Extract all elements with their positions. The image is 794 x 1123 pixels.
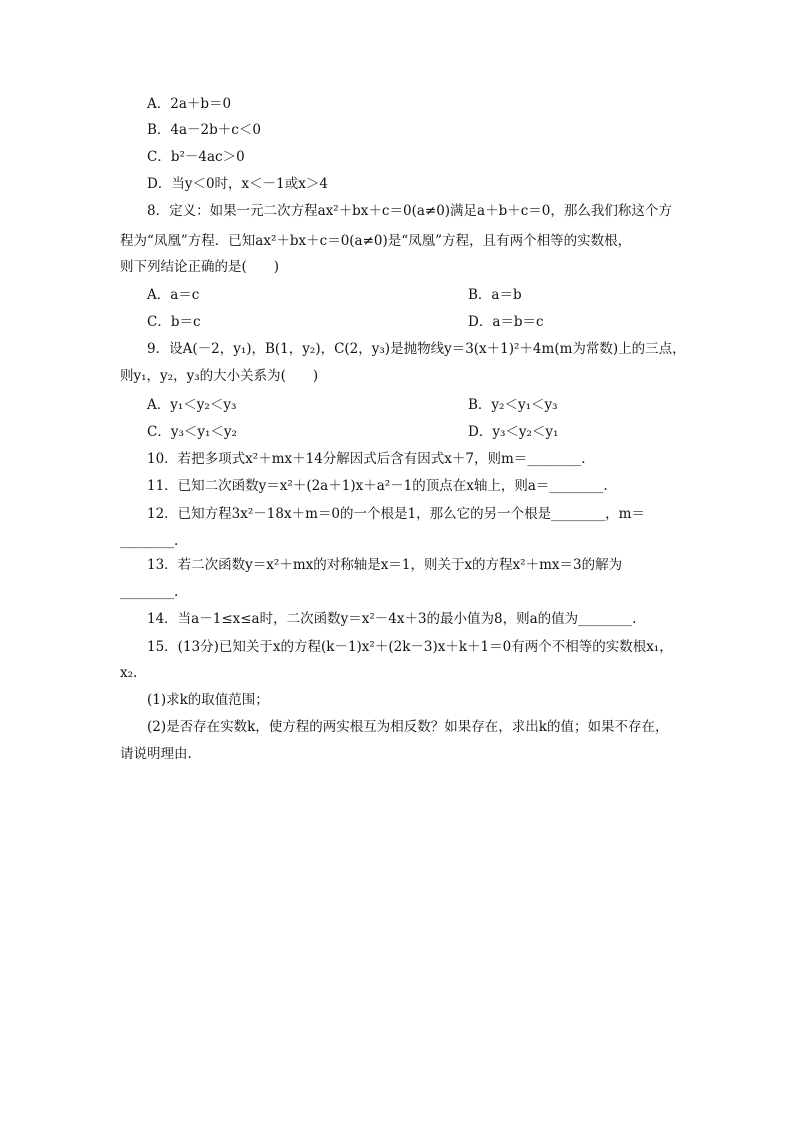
q8-option-c: C．b＝c: [147, 314, 201, 330]
q8-option-a: A．a＝c: [147, 287, 200, 303]
q13-line-1: 13．若二次函数y＝x²＋mx的对称轴是x＝1，则关于x的方程x²＋mx＝3的解为: [147, 557, 623, 573]
q8-option-b: B．a＝b: [468, 287, 522, 303]
q7-option-c: C．b²－4ac＞0: [147, 149, 245, 165]
q12-line-1: 12．已知方程3x²－18x＋m＝0的一个根是1，那么它的另一个根是________，m＝: [147, 506, 645, 522]
q14-text: 14．当a－1≤x≤a时，二次函数y＝x²－4x＋3的最小值为8，则a的值为________.: [147, 611, 637, 627]
q11-text: 11．已知二次函数y＝x²＋(2a＋1)x＋a²－1的顶点在x轴上，则a＝________.: [147, 478, 608, 494]
q7-option-b: B．4a－2b＋c＜0: [147, 122, 261, 138]
q15-part-2-line-2: 请说明理由.: [120, 746, 192, 762]
q15-line-2: x₂.: [120, 665, 138, 681]
q13-line-2: ________.: [120, 584, 179, 600]
q7-option-d: D．当y＜0时，x＜－1或x＞4: [147, 176, 328, 192]
q10-text: 10．若把多项式x²＋mx＋14分解因式后含有因式x＋7，则m＝________.: [147, 451, 586, 467]
q15-line-1: 15．(13分)已知关于x的方程(k－1)x²＋(2k－3)x＋k＋1＝0有两个不相等的实数根x₁，: [147, 639, 673, 655]
q9-option-c: C．y₃＜y₁＜y₂: [147, 424, 237, 440]
q9-option-d: D．y₃＜y₂＜y₁: [468, 424, 559, 440]
q9-stem-line-1: 9．设A(－2，y₁)，B(1，y₂)，C(2，y₃)是抛物线y＝3(x＋1)²＋4m(m为常数)上的三点，: [147, 341, 686, 357]
q9-stem-line-2: 则y₁，y₂，y₃的大小关系为( ): [120, 368, 319, 384]
q12-line-2: ________.: [120, 533, 179, 549]
q7-option-a: A．2a＋b＝0: [147, 96, 232, 112]
q8-stem-line-3: 则下列结论正确的是( ): [120, 259, 280, 275]
q15-part-2-line-1: (2)是否存在实数k，使方程的两实根互为相反数？如果存在，求出k的值；如果不存在，: [147, 719, 669, 735]
q8-stem-line-1: 8．定义：如果一元二次方程ax²＋bx＋c＝0(a≠0)满足a＋b＋c＝0，那么我们称这个方: [147, 203, 672, 219]
q15-part-1: (1)求k的取值范围；: [147, 692, 269, 708]
q9-option-b: B．y₂＜y₁＜y₃: [468, 397, 558, 413]
q8-stem-line-2: 程为“凤凰”方程．已知ax²＋bx＋c＝0(a≠0)是“凤凰”方程，且有两个相等的实数根，: [120, 233, 632, 249]
q9-option-a: A．y₁＜y₂＜y₃: [147, 397, 237, 413]
q8-option-d: D．a＝b＝c: [468, 314, 544, 330]
